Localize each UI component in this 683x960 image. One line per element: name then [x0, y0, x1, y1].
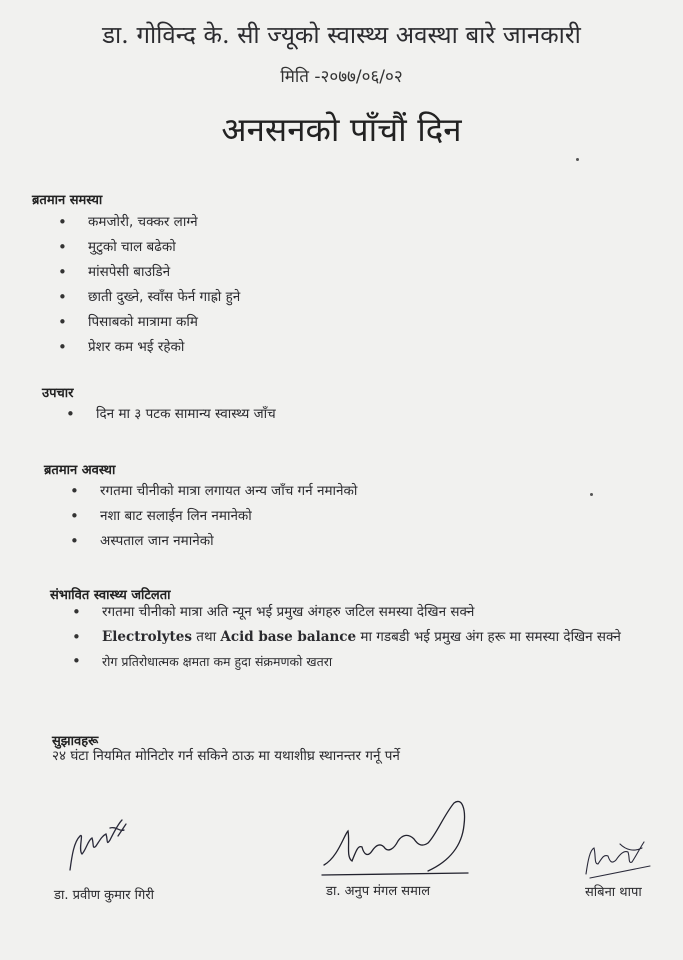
section-heading-treatment: उपचार: [42, 386, 74, 401]
ink-speck: [590, 493, 593, 496]
complications-list: [72, 600, 642, 674]
ink-speck: [576, 158, 579, 161]
treatment-list: [66, 402, 276, 427]
electrolytes-term: Electrolytes: [102, 629, 192, 645]
current-problems-list: [58, 210, 240, 360]
section-heading-current-problems: ब्रतमान समस्या: [32, 193, 103, 208]
signatory-name-2: डा. अनुप मंगल समाल: [326, 884, 431, 899]
signatory-name-3: सबिना थापा: [585, 885, 642, 900]
section-heading-current-condition: ब्रतमान अवस्था: [44, 463, 116, 478]
document-date: मिति -२०७७/०६/०२: [280, 67, 403, 87]
section-heading-suggestions: सुझावहरू: [52, 734, 99, 749]
list-item: • कमजोरी, चक्कर लाग्ने: [58, 210, 240, 235]
signature-2-icon: [318, 795, 488, 885]
signature-1-icon: [60, 810, 140, 880]
list-item: • प्रेशर कम भई रहेको: [58, 335, 240, 360]
list-item: • मांसपेसी बाउडिने: [58, 260, 240, 285]
list-item: • पिसाबको मात्रामा कमि: [58, 310, 240, 335]
list-item: • Electrolytes तथा Acid base balance मा गडबडी भई प्रमुख अंग हरू मा समस्या देखिन सक्ने: [72, 625, 642, 649]
signatory-name-1: डा. प्रवीण कुमार गिरी: [54, 888, 155, 903]
list-item: • रगतमा चीनीको मात्रा अति न्यून भई प्रमुख अंगहरु जटिल समस्या देखिन सक्ने: [72, 600, 642, 625]
suggestions-text: २४ घंटा नियमित मोनिटोर गर्न सकिने ठाऊ मा यथाशीघ्र स्थानन्तर गर्नू पर्ने: [52, 748, 400, 764]
document-title: डा. गोविन्द के. सी ज्यूको स्वास्थ्य अवस्था बारे जानकारी: [102, 21, 581, 49]
signature-3-icon: [580, 830, 660, 885]
list-item: • दिन मा ३ पटक सामान्य स्वास्थ्य जाँच: [66, 402, 276, 427]
list-item: • रोग प्रतिरोधात्मक क्षमता कम हुदा संक्रमणको खतरा: [72, 649, 642, 674]
document-headline: अनसनको पाँचौं दिन: [221, 110, 462, 149]
list-item: • अस्पताल जान नमानेको: [70, 529, 357, 554]
list-item: • छाती दुख्ने, स्वाँस फेर्न गाह्रो हुने: [58, 285, 240, 310]
current-condition-list: [70, 479, 357, 554]
list-item: • नशा बाट सलाईन लिन नमानेको: [70, 504, 357, 529]
list-item: • मुटुको चाल बढेको: [58, 235, 240, 260]
acid-base-term: Acid base balance: [220, 629, 357, 645]
list-item: • रगतमा चीनीको मात्रा लगायत अन्य जाँच गर्न नमानेको: [70, 479, 357, 504]
section-heading-complications: संभावित स्वास्थ्य जटिलता: [50, 588, 171, 603]
